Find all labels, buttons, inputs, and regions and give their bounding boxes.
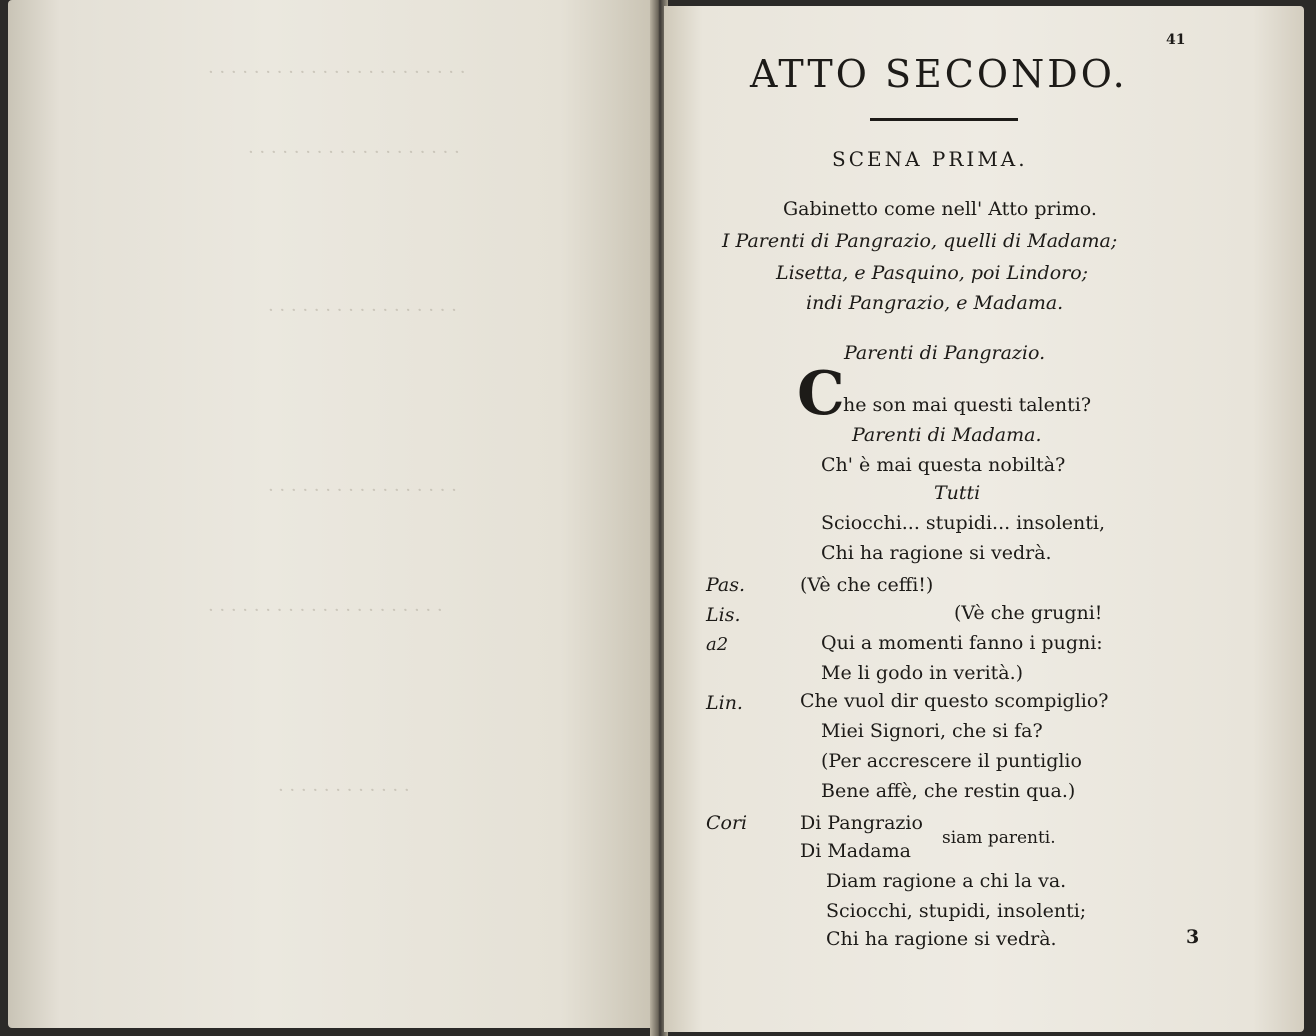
act-title: ATTO SECONDO. bbox=[750, 52, 1128, 96]
bleed-through-text: · · · · · · · · · · · · · · · · · · · bbox=[248, 142, 460, 163]
verse-line: Bene affè, che restin qua.) bbox=[821, 780, 1076, 802]
verse-line: Diam ragione a chi la va. bbox=[826, 870, 1067, 892]
stage-direction: I Parenti di Pangrazio, quelli di Madama; bbox=[722, 230, 1118, 252]
speaker-label: Lis. bbox=[706, 604, 741, 626]
speaker-name: Tutti bbox=[934, 482, 981, 504]
speaker-label: Lin. bbox=[706, 692, 743, 714]
verse-line: Miei Signori, che si fa? bbox=[821, 720, 1043, 742]
drop-cap: C bbox=[797, 359, 845, 429]
stage-direction: Gabinetto come nell' Atto primo. bbox=[783, 198, 1097, 220]
verse-line: Che vuol dir questo scompiglio? bbox=[800, 690, 1109, 712]
verse-line: Qui a momenti fanno i pugni: bbox=[821, 632, 1103, 654]
signature-mark: 3 bbox=[1186, 926, 1200, 948]
speaker-name: Parenti di Madama. bbox=[852, 424, 1042, 446]
verse-line: Sciocchi... stupidi... insolenti, bbox=[821, 512, 1105, 534]
verse-line: Me li godo in verità.) bbox=[821, 662, 1024, 684]
speaker-label: Pas. bbox=[706, 574, 746, 596]
verse-line: he son mai questi talenti? bbox=[843, 394, 1092, 416]
verse-line: Chi ha ragione si vedrà. bbox=[826, 928, 1057, 950]
verse-line: Ch' è mai questa nobiltà? bbox=[821, 454, 1066, 476]
bleed-through-text: · · · · · · · · · · · · · · · · · bbox=[268, 300, 457, 321]
verse-line: (Per accrescere il puntiglio bbox=[821, 750, 1082, 772]
verse-line: Di Pangrazio bbox=[800, 812, 923, 834]
speaker-label: a2 bbox=[706, 634, 729, 655]
stage-direction: indi Pangrazio, e Madama. bbox=[806, 292, 1064, 314]
verse-line: (Vè che ceffi!) bbox=[800, 574, 934, 596]
bleed-through-text: · · · · · · · · · · · · · · · · · · · · · · · bbox=[208, 62, 466, 83]
title-rule bbox=[870, 118, 1018, 121]
verse-line: (Vè che grugni! bbox=[954, 602, 1103, 624]
bleed-through-text: · · · · · · · · · · · · · · · · · bbox=[268, 480, 457, 501]
scene-heading: SCENA PRIMA. bbox=[832, 147, 1028, 171]
verse-bracket-text: siam parenti. bbox=[942, 828, 1056, 848]
left-page bbox=[8, 0, 658, 1028]
stage-direction: Lisetta, e Pasquino, poi Lindoro; bbox=[776, 262, 1089, 284]
page-number: 41 bbox=[1166, 32, 1186, 48]
verse-line: Chi ha ragione si vedrà. bbox=[821, 542, 1052, 564]
speaker-label: Cori bbox=[706, 812, 748, 834]
bleed-through-text: · · · · · · · · · · · · · · · · · · · · · bbox=[208, 600, 443, 621]
speaker-name: Parenti di Pangrazio. bbox=[844, 342, 1046, 364]
bleed-through-text: · · · · · · · · · · · · bbox=[278, 780, 410, 801]
verse-line: Di Madama bbox=[800, 840, 911, 862]
verse-line: Sciocchi, stupidi, insolenti; bbox=[826, 900, 1087, 922]
